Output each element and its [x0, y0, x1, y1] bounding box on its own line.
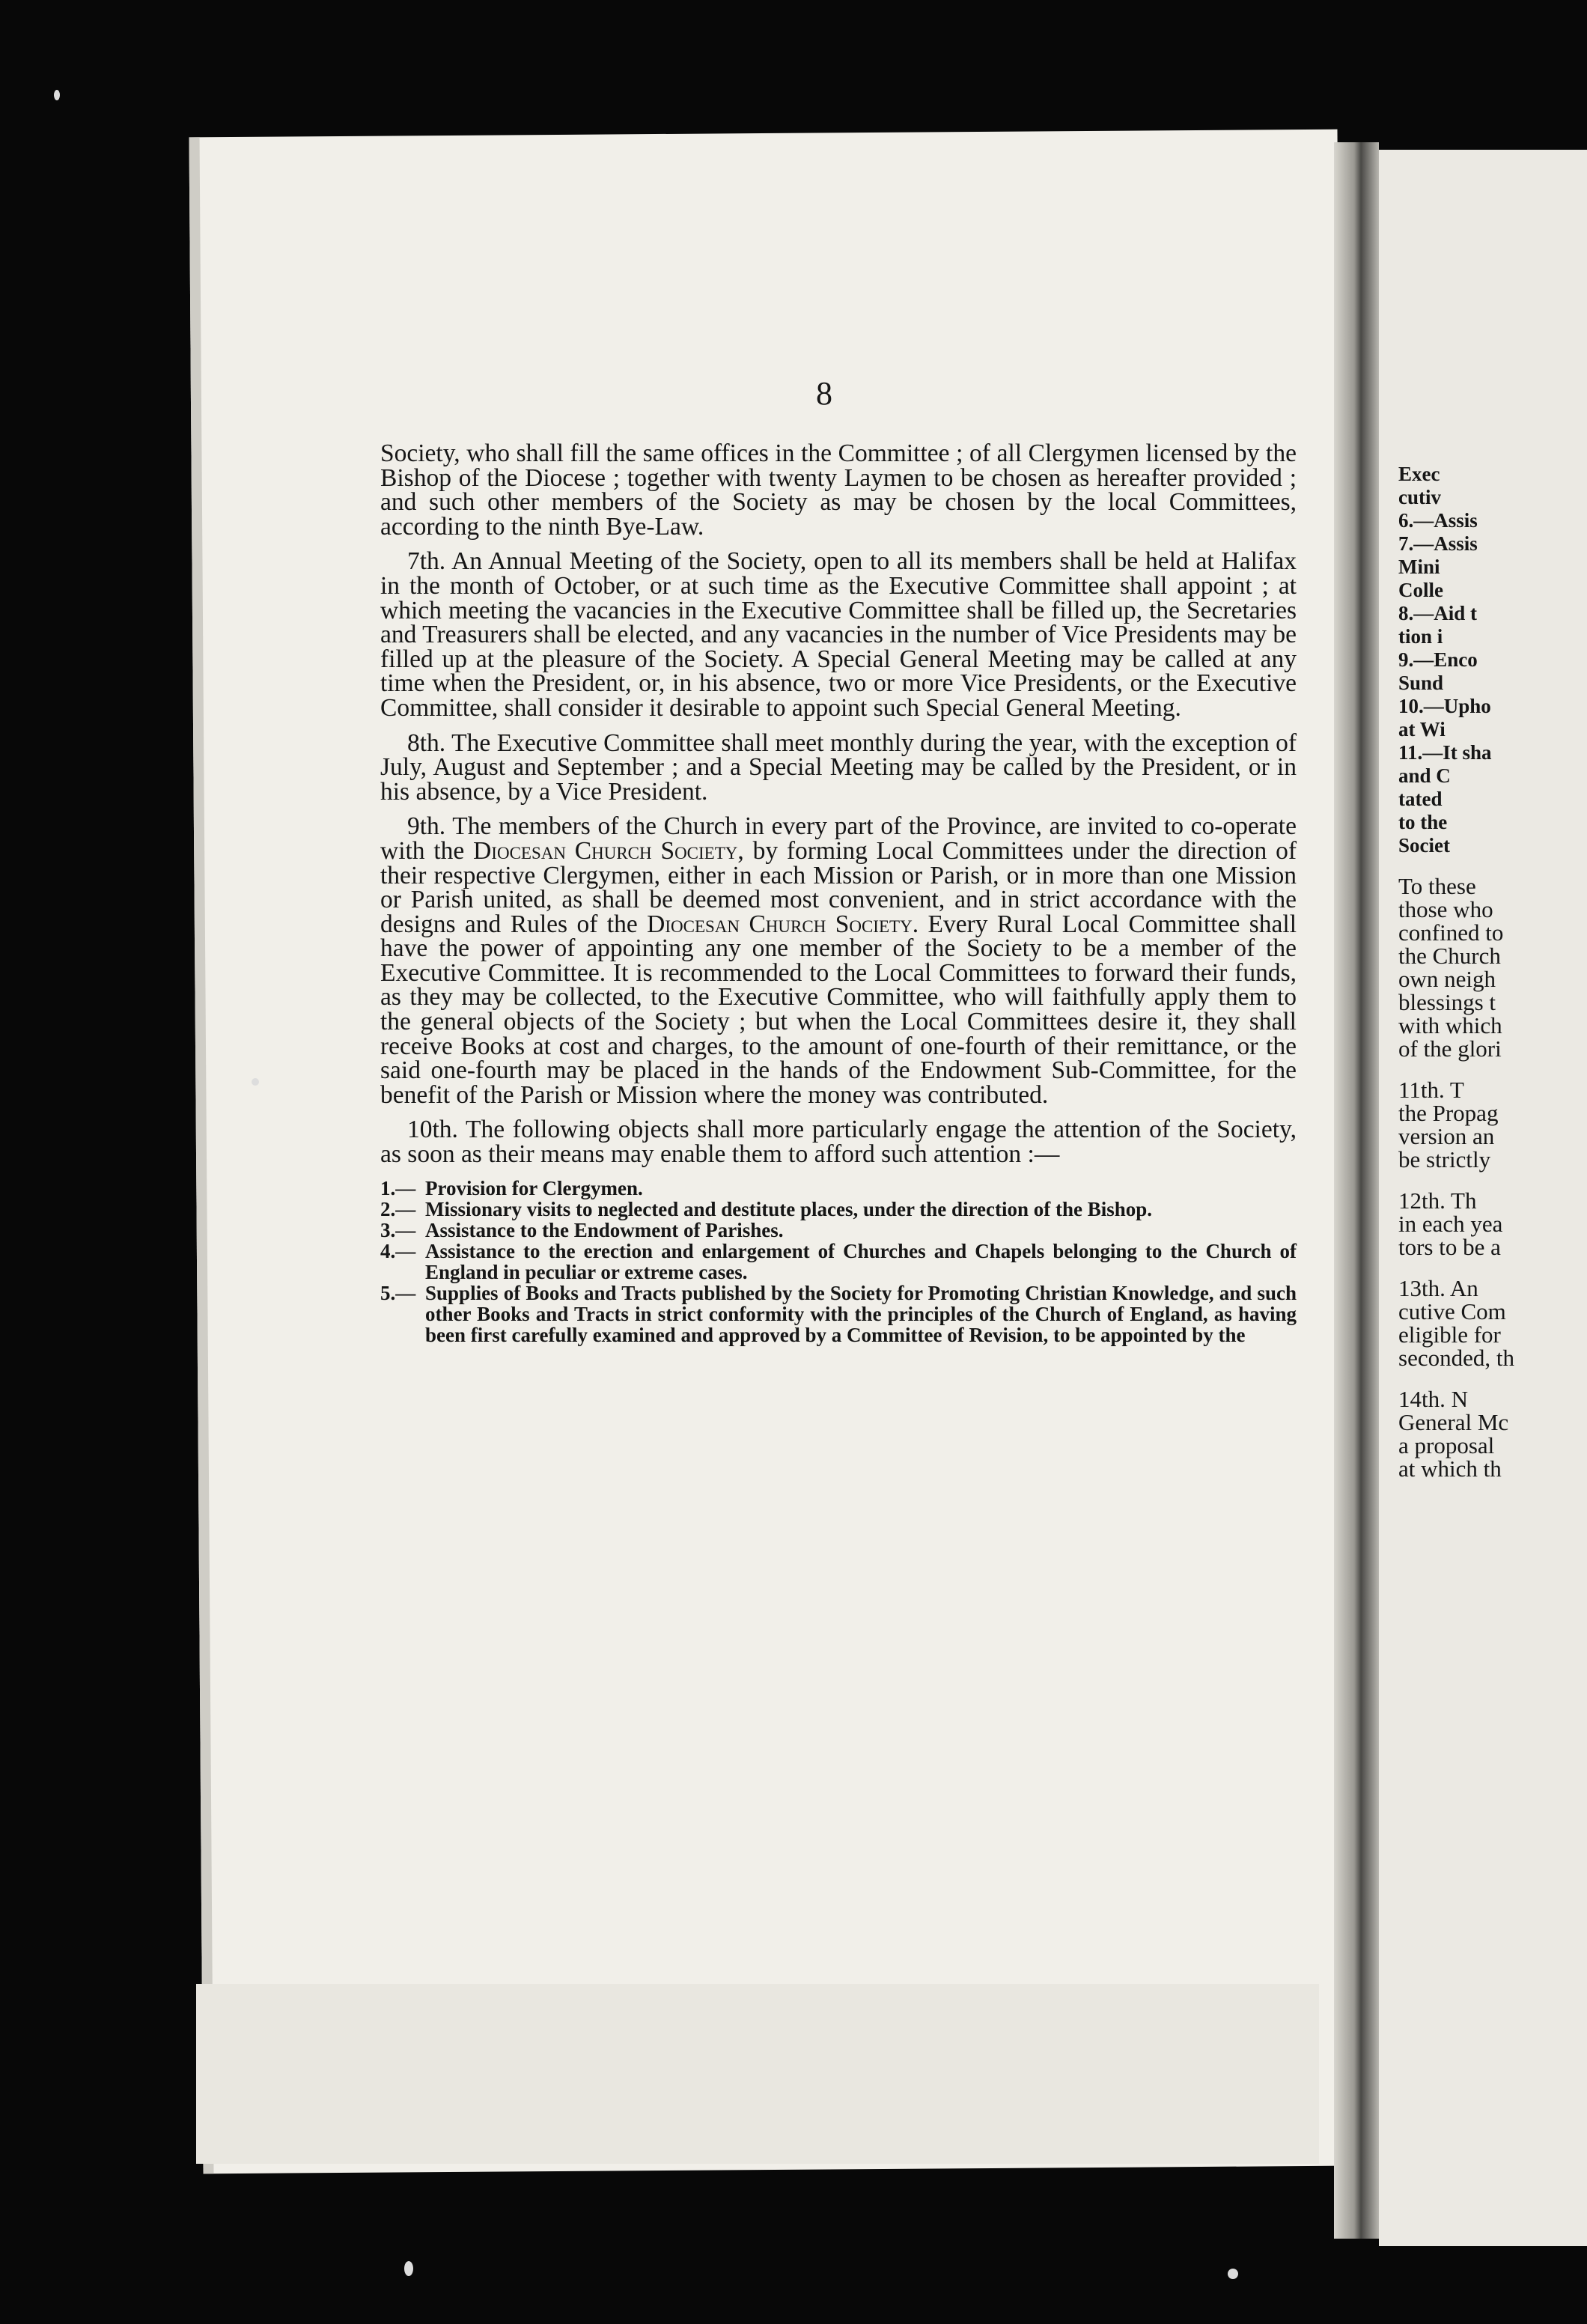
objects-list	[380, 1178, 1297, 1345]
right-line: 12th. Th	[1398, 1187, 1477, 1214]
right-line: a proposal	[1398, 1432, 1495, 1458]
list-item	[380, 1283, 1297, 1345]
right-line: to the	[1398, 811, 1448, 833]
paragraph-bye-law-7: 7th. An Annual Meeting of the Society, open to all its members shall be held at Halifax in the month of October, or at such time as the Executive Committee shall appoint ; at which meeting the vacancies in the Executive Committee shall be filled up, the Secretaries and Treasurers shall be elected, and any vacancies in the number of Vice Presidents may be filled up at the pleasure of the Society. A Special General Meeting may be called at any time when the President, or, in his absence, two or more Vice Presidents, or the Executive Committee, shall consider it desirable to appoint such Special General Meeting.	[380, 547, 1297, 722]
list-number: 4.—	[380, 1239, 416, 1262]
society-name: Diocesan Church Society	[473, 836, 738, 865]
list-item	[380, 1199, 1297, 1220]
paragraph-bye-law-8: 8th. The Executive Committee shall meet monthly during the year, with the exception of July, August and September ; and a Special Meeting may be called by the President, or in his absence, by a Vice President.	[380, 728, 1297, 806]
list-text: Provision for Clergymen.	[425, 1176, 643, 1199]
right-line: tated	[1398, 788, 1443, 810]
right-line: be strictly	[1398, 1146, 1491, 1172]
right-line: version an	[1398, 1123, 1495, 1149]
right-line: tors to be a	[1398, 1234, 1501, 1260]
film-speck	[404, 2261, 413, 2276]
list-item	[380, 1241, 1297, 1283]
paragraph-bye-law-9	[380, 812, 1297, 1109]
bye-law-9-text: 9th. The members of the Church in every part of the Province, are invited to co-operate with the	[380, 812, 1297, 865]
film-speck	[54, 90, 60, 100]
right-line: 10.—Upho	[1398, 695, 1491, 717]
right-line: Exec	[1398, 463, 1440, 485]
right-line: 9.—Enco	[1398, 648, 1478, 671]
book-gutter	[1334, 142, 1379, 2239]
page-number: 8	[816, 375, 832, 412]
bye-law-9-text: , by forming Local Committees under the direction of their respective Clergymen, either in each Mission or Parish, or in more than one Mission or Parish united, as shall be deemed most convenient, and in strict accordance with the designs and Rules of the	[380, 836, 1297, 938]
right-line: 11.—It sha	[1398, 741, 1492, 764]
right-line: and C	[1398, 764, 1451, 787]
right-line: of the glori	[1398, 1035, 1502, 1062]
list-text: Assistance to the erection and enlargement of Churches and Chapels belonging to the Church of England in peculiar or extreme cases.	[425, 1239, 1297, 1283]
right-line: 13th. An	[1398, 1275, 1478, 1301]
right-line: 11th. T	[1398, 1077, 1464, 1103]
list-text: Missionary visits to neglected and destitute places, under the direction of the Bishop.	[425, 1197, 1153, 1220]
right-line: 8.—Aid t	[1398, 602, 1478, 624]
list-text: Supplies of Books and Tracts published by the Society for Promoting Christian Knowledge, and such other Books and Tracts in strict conformity with the principles of the Church of England, as having been first carefully examined and approved by a Committee of Revision, to be appointed by the	[425, 1281, 1297, 1346]
film-speck	[252, 1078, 259, 1086]
right-line: those who	[1398, 896, 1493, 922]
left-page-text	[380, 439, 1297, 1346]
right-page	[1379, 150, 1587, 2246]
right-page-text	[1398, 463, 1587, 1481]
list-number: 2.—	[380, 1197, 416, 1220]
right-line: at which th	[1398, 1455, 1502, 1482]
right-line: tion i	[1398, 625, 1443, 648]
right-line: the Propag	[1398, 1100, 1499, 1126]
right-line: Societ	[1398, 834, 1450, 857]
left-page-lower-edge	[196, 1984, 1319, 2164]
paragraph-bye-law-10: 10th. The following objects shall more particularly engage the attention of the Society, as soon as their means may enable them to afford such attention :—	[380, 1116, 1297, 1169]
right-line: Mini	[1398, 556, 1440, 578]
right-line: cutiv	[1398, 486, 1441, 508]
right-line: own neigh	[1398, 966, 1496, 992]
list-text: Assistance to the Endowment of Parishes.	[425, 1218, 784, 1241]
bye-law-9-text: . Every Rural Local Committee shall have the power of appointing any one member of the Society to be a member of the Executive Committee. It is recommended to the Local Committees to forward their funds, as they may be collected, to the Executive Committee, who will faithfully apply them to the general objects of the Society ; but when the Local Committees desire it, they shall receive Books at cost and charges, to the amount of one-fourth of their remittance, or the said one-fourth may be placed in the hands of the Endowment Sub-Committee, for the benefit of the Parish or Mission where the money was contributed.	[380, 910, 1297, 1109]
paragraph-bye-law-6-continued: Society, who shall fill the same offices in the Committee ; of all Clergymen licensed by the Bishop of the Diocese ; together with twenty Laymen to be chosen as hereafter provided ; and such other members of the Society as may be chosen by the local Committees, according to the ninth Bye-Law.	[380, 439, 1297, 541]
right-line: with which	[1398, 1012, 1502, 1038]
right-line: confined to	[1398, 919, 1504, 946]
society-name: Diocesan Church Society	[647, 910, 913, 938]
right-line: To these	[1398, 873, 1476, 899]
right-line: seconded, th	[1398, 1345, 1514, 1371]
right-line: Sund	[1398, 672, 1444, 694]
right-line: blessings t	[1398, 989, 1496, 1015]
list-number: 1.—	[380, 1176, 416, 1199]
right-line: in each yea	[1398, 1211, 1503, 1237]
right-line: Colle	[1398, 579, 1443, 601]
right-line: General Mc	[1398, 1409, 1509, 1435]
film-speck	[1228, 2269, 1238, 2279]
right-line: the Church	[1398, 943, 1501, 969]
right-line: 7.—Assis	[1398, 532, 1478, 555]
right-line: at Wi	[1398, 718, 1446, 740]
right-line: cutive Com	[1398, 1298, 1506, 1324]
list-item	[380, 1220, 1297, 1241]
list-item	[380, 1178, 1297, 1199]
list-number: 3.—	[380, 1218, 416, 1241]
right-line: 6.—Assis	[1398, 509, 1478, 532]
right-line: eligible for	[1398, 1321, 1501, 1348]
right-line: 14th. N	[1398, 1386, 1468, 1412]
list-number: 5.—	[380, 1281, 416, 1304]
